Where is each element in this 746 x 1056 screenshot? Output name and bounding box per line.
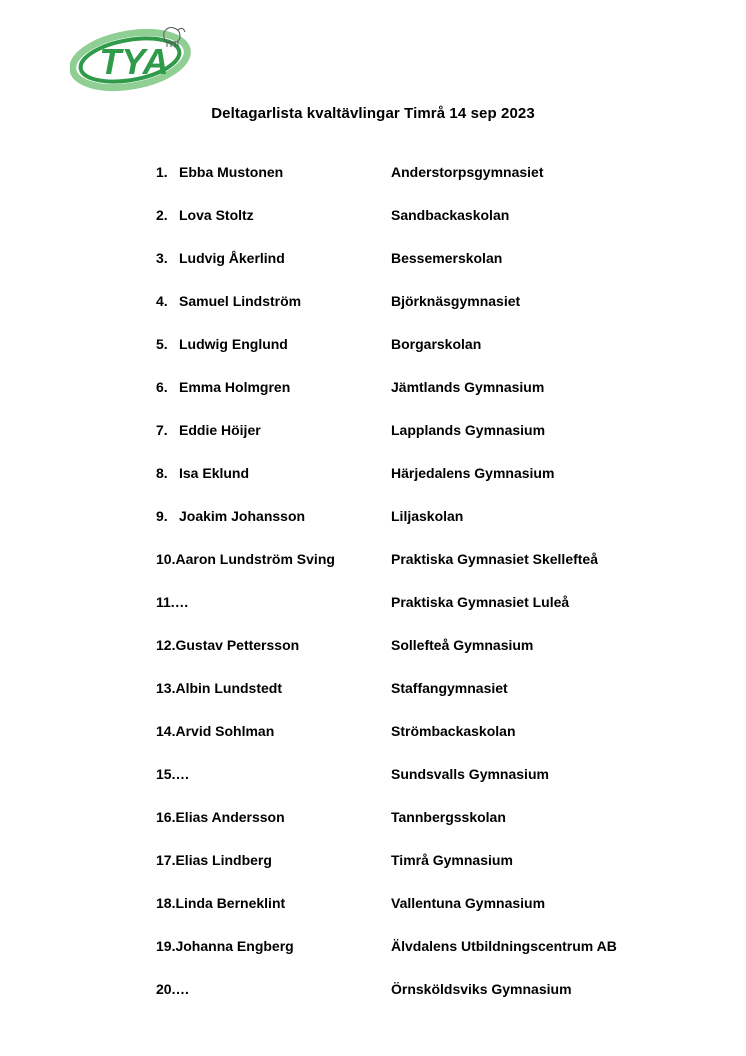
participant-school: Jämtlands Gymnasium <box>391 379 545 395</box>
participant-name: … <box>174 594 189 610</box>
list-item <box>0 507 746 550</box>
participant-number: 18. <box>156 895 176 911</box>
list-item <box>0 593 746 636</box>
participant-name: … <box>175 981 190 997</box>
participant-school: Lapplands Gymnasium <box>391 422 546 438</box>
list-item <box>0 163 746 206</box>
participant-list <box>0 163 746 1023</box>
participant-name: Eddie Höijer <box>179 422 261 438</box>
list-item <box>0 808 746 851</box>
participant-school: Liljaskolan <box>391 508 464 524</box>
participant-name: … <box>175 766 190 782</box>
participant-name: Arvid Sohlman <box>175 723 275 739</box>
participant-school: Praktiska Gymnasiet Luleå <box>391 594 570 610</box>
participant-name: Johanna Engberg <box>175 938 294 954</box>
participant-number: 12. <box>156 637 176 653</box>
participant-number: 13. <box>156 680 176 696</box>
participant-name: Elias Andersson <box>175 809 285 825</box>
participant-name: Albin Lundstedt <box>175 680 283 696</box>
participant-number: 3. <box>156 250 168 266</box>
list-item <box>0 550 746 593</box>
participant-name: Samuel Lindström <box>179 293 302 309</box>
participant-school: Vallentuna Gymnasium <box>391 895 546 911</box>
participant-school: Sundsvalls Gymnasium <box>391 766 549 782</box>
list-item <box>0 335 746 378</box>
participant-name: Elias Lindberg <box>175 852 272 868</box>
participant-number: 14. <box>156 723 176 739</box>
list-item <box>0 937 746 980</box>
participant-number: 7. <box>156 422 168 438</box>
participant-school: Praktiska Gymnasiet Skellefteå <box>391 551 599 567</box>
participant-number: 9. <box>156 508 168 524</box>
list-item <box>0 378 746 421</box>
list-item <box>0 851 746 894</box>
participant-number: 5. <box>156 336 168 352</box>
participant-school: Tannbergsskolan <box>391 809 506 825</box>
list-item <box>0 249 746 292</box>
participant-number: 10. <box>156 551 176 567</box>
list-item <box>0 636 746 679</box>
participant-name: Ebba Mustonen <box>179 164 284 180</box>
list-item <box>0 980 746 1023</box>
participant-name: Emma Holmgren <box>179 379 291 395</box>
participant-name: Aaron Lundström Sving <box>175 551 335 567</box>
list-item <box>0 722 746 765</box>
tya-logo <box>70 18 196 96</box>
list-item <box>0 765 746 808</box>
participant-number: 15. <box>156 766 176 782</box>
participant-school: Staffangymnasiet <box>391 680 508 696</box>
list-item <box>0 894 746 937</box>
participant-school: Sandbackaskolan <box>391 207 510 223</box>
participant-school: Älvdalens Utbildningscentrum AB <box>391 938 617 954</box>
participant-number: 2. <box>156 207 168 223</box>
participant-number: 1. <box>156 164 168 180</box>
participant-number: 11. <box>156 594 175 610</box>
participant-number: 4. <box>156 293 168 309</box>
participant-name: Joakim Johansson <box>179 508 306 524</box>
participant-school: Bessemerskolan <box>391 250 503 266</box>
logo-text: TYA <box>99 41 169 82</box>
tya-logo-graphic <box>70 18 196 96</box>
participant-school: Timrå Gymnasium <box>391 852 513 868</box>
participant-school: Strömbackaskolan <box>391 723 516 739</box>
participant-number: 17. <box>156 852 176 868</box>
list-item <box>0 292 746 335</box>
participant-number: 8. <box>156 465 168 481</box>
participant-name: Gustav Pettersson <box>175 637 300 653</box>
participant-school: Örnsköldsviks Gymnasium <box>391 981 572 997</box>
participant-name: Ludwig Englund <box>179 336 288 352</box>
participant-school: Sollefteå Gymnasium <box>391 637 534 653</box>
participant-number: 16. <box>156 809 176 825</box>
list-item <box>0 464 746 507</box>
participant-school: Borgarskolan <box>391 336 482 352</box>
list-item <box>0 679 746 722</box>
participant-number: 19. <box>156 938 176 954</box>
page-title: Deltagarlista kvaltävlingar Timrå 14 sep 2023 <box>211 105 535 122</box>
participant-school: Härjedalens Gymnasium <box>391 465 555 481</box>
participant-number: 20. <box>156 981 176 997</box>
participant-school: Anderstorpsgymnasiet <box>391 164 544 180</box>
list-item <box>0 421 746 464</box>
participant-name: Lova Stoltz <box>179 207 254 223</box>
participant-name: Linda Berneklint <box>175 895 286 911</box>
participant-number: 6. <box>156 379 168 395</box>
participant-name: Isa Eklund <box>179 465 250 481</box>
participant-name: Ludvig Åkerlind <box>179 250 285 266</box>
list-item <box>0 206 746 249</box>
participant-school: Björknäsgymnasiet <box>391 293 521 309</box>
